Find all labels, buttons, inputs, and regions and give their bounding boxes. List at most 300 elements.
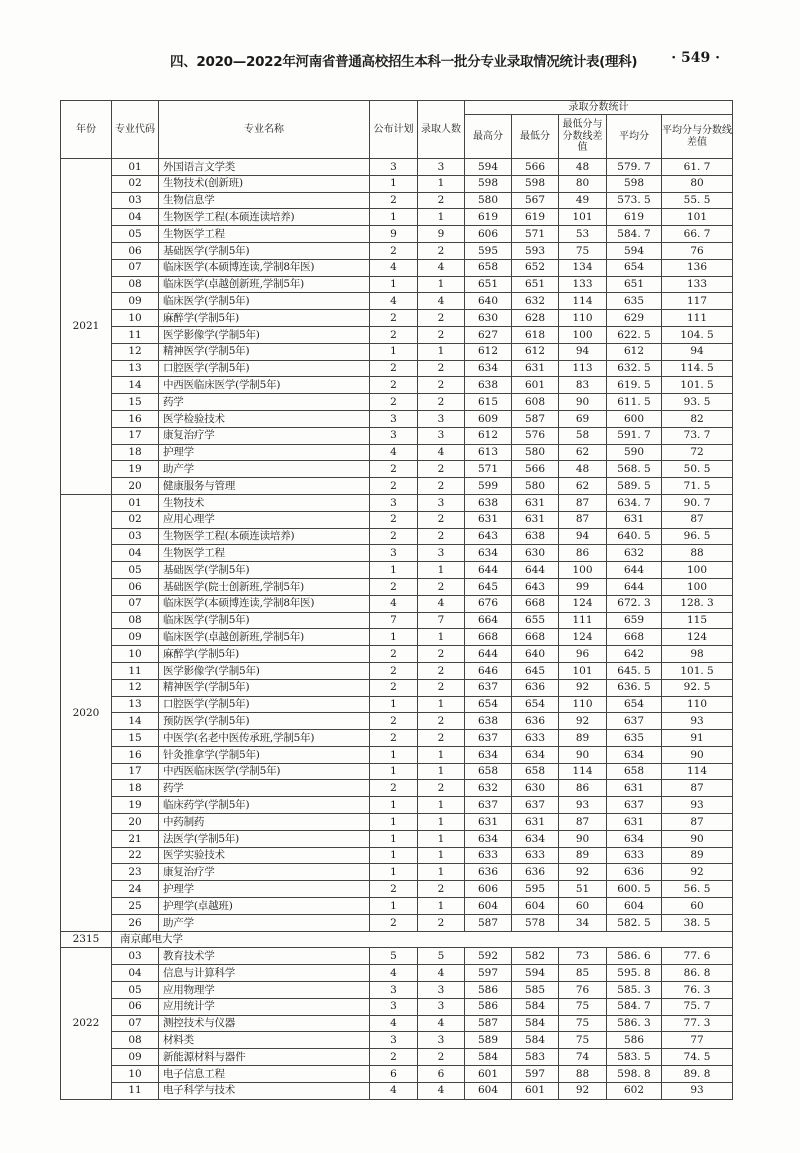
max-score: 604 (465, 898, 512, 915)
table-body (61, 159, 733, 1100)
plan-count: 2 (370, 780, 418, 797)
admitted-count: 1 (418, 562, 465, 579)
table-row (61, 545, 733, 562)
admitted-count: 3 (418, 545, 465, 562)
major-code: 03 (112, 528, 159, 545)
avg-diff: 93 (662, 713, 733, 730)
major-code: 11 (112, 1082, 159, 1099)
min-score: 631 (512, 360, 559, 377)
min-diff: 85 (559, 965, 607, 982)
avg-score: 591. 7 (607, 427, 662, 444)
admitted-count: 2 (418, 242, 465, 259)
min-score: 593 (512, 242, 559, 259)
plan-count: 1 (370, 696, 418, 713)
major-name: 生物信息学 (159, 192, 370, 209)
min-diff: 88 (559, 1066, 607, 1083)
min-diff: 86 (559, 780, 607, 797)
major-code: 12 (112, 343, 159, 360)
table-row (61, 394, 733, 411)
avg-diff: 133 (662, 276, 733, 293)
plan-count: 2 (370, 713, 418, 730)
avg-diff: 74. 5 (662, 1049, 733, 1066)
table-row (61, 478, 733, 495)
min-score: 637 (512, 797, 559, 814)
admitted-count: 2 (418, 310, 465, 327)
plan-count: 3 (370, 410, 418, 427)
avg-diff: 80 (662, 175, 733, 192)
table-row (61, 410, 733, 427)
min-score: 566 (512, 159, 559, 176)
major-name: 应用物理学 (159, 982, 370, 999)
major-code: 17 (112, 427, 159, 444)
admitted-count: 1 (418, 864, 465, 881)
major-name: 医学实验技术 (159, 847, 370, 864)
min-score: 595 (512, 881, 559, 898)
min-diff: 110 (559, 696, 607, 713)
min-score: 645 (512, 662, 559, 679)
max-score: 594 (465, 159, 512, 176)
avg-diff: 90 (662, 746, 733, 763)
max-score: 598 (465, 175, 512, 192)
avg-score: 634 (607, 746, 662, 763)
max-score: 592 (465, 948, 512, 965)
max-score: 644 (465, 646, 512, 663)
plan-count: 2 (370, 646, 418, 663)
max-score: 633 (465, 847, 512, 864)
min-diff: 74 (559, 1049, 607, 1066)
admitted-count: 2 (418, 881, 465, 898)
major-code: 09 (112, 293, 159, 310)
plan-count: 3 (370, 427, 418, 444)
admitted-count: 1 (418, 830, 465, 847)
plan-count: 1 (370, 209, 418, 226)
admitted-count: 1 (418, 746, 465, 763)
plan-count: 2 (370, 478, 418, 495)
major-name: 医学检验技术 (159, 410, 370, 427)
plan-count: 1 (370, 343, 418, 360)
avg-score: 619 (607, 209, 662, 226)
major-code: 02 (112, 175, 159, 192)
min-diff: 62 (559, 478, 607, 495)
table-row (61, 595, 733, 612)
avg-diff: 89 (662, 847, 733, 864)
col-code: 专业代码 (112, 101, 159, 159)
avg-score: 583. 5 (607, 1049, 662, 1066)
avg-diff: 88 (662, 545, 733, 562)
plan-count: 1 (370, 797, 418, 814)
plan-count: 2 (370, 914, 418, 931)
col-min: 最低分 (512, 115, 559, 159)
plan-count: 4 (370, 293, 418, 310)
plan-count: 2 (370, 360, 418, 377)
admitted-count: 2 (418, 192, 465, 209)
admitted-count: 6 (418, 1066, 465, 1083)
avg-diff: 128. 3 (662, 595, 733, 612)
major-name: 药学 (159, 780, 370, 797)
admitted-count: 1 (418, 814, 465, 831)
table-row (61, 914, 733, 931)
plan-count: 1 (370, 746, 418, 763)
plan-count: 2 (370, 1049, 418, 1066)
avg-score: 629 (607, 310, 662, 327)
major-code: 14 (112, 377, 159, 394)
min-score: 580 (512, 444, 559, 461)
max-score: 637 (465, 797, 512, 814)
plan-count: 2 (370, 192, 418, 209)
avg-score: 595. 8 (607, 965, 662, 982)
admitted-count: 2 (418, 394, 465, 411)
max-score: 587 (465, 914, 512, 931)
min-score: 651 (512, 276, 559, 293)
max-score: 637 (465, 730, 512, 747)
max-score: 636 (465, 864, 512, 881)
table-row (61, 259, 733, 276)
school-code: 2315 (61, 931, 112, 948)
plan-count: 4 (370, 1015, 418, 1032)
min-diff: 89 (559, 730, 607, 747)
max-score: 676 (465, 595, 512, 612)
major-name: 麻醉学(学制5年) (159, 646, 370, 663)
avg-score: 640. 5 (607, 528, 662, 545)
avg-score: 635 (607, 730, 662, 747)
avg-score: 636. 5 (607, 679, 662, 696)
min-score: 634 (512, 746, 559, 763)
avg-diff: 124 (662, 629, 733, 646)
major-name: 生物医学工程 (159, 545, 370, 562)
table-row (61, 898, 733, 915)
plan-count: 2 (370, 461, 418, 478)
plan-count: 3 (370, 982, 418, 999)
plan-count: 3 (370, 494, 418, 511)
table-row (61, 562, 733, 579)
admitted-count: 1 (418, 847, 465, 864)
plan-count: 3 (370, 159, 418, 176)
avg-diff: 117 (662, 293, 733, 310)
major-code: 08 (112, 1032, 159, 1049)
plan-count: 5 (370, 948, 418, 965)
major-code: 02 (112, 511, 159, 528)
min-score: 612 (512, 343, 559, 360)
table-row (61, 444, 733, 461)
avg-score: 604 (607, 898, 662, 915)
major-code: 20 (112, 478, 159, 495)
table-row (61, 982, 733, 999)
major-code: 03 (112, 948, 159, 965)
table-row (61, 192, 733, 209)
col-plan: 公布计划 (370, 101, 418, 159)
min-score: 632 (512, 293, 559, 310)
col-avg: 平均分 (607, 115, 662, 159)
max-score: 604 (465, 1082, 512, 1099)
max-score: 632 (465, 780, 512, 797)
admitted-count: 2 (418, 662, 465, 679)
admitted-count: 4 (418, 259, 465, 276)
plan-count: 1 (370, 276, 418, 293)
plan-count: 1 (370, 814, 418, 831)
min-score: 597 (512, 1066, 559, 1083)
avg-score: 594 (607, 242, 662, 259)
table-row (61, 461, 733, 478)
min-score: 630 (512, 780, 559, 797)
avg-score: 568. 5 (607, 461, 662, 478)
min-diff: 90 (559, 394, 607, 411)
min-diff: 60 (559, 898, 607, 915)
admitted-count: 2 (418, 914, 465, 931)
table-row (61, 1032, 733, 1049)
avg-score: 586. 3 (607, 1015, 662, 1032)
min-score: 658 (512, 763, 559, 780)
major-code: 08 (112, 276, 159, 293)
major-code: 09 (112, 629, 159, 646)
table-row (61, 1082, 733, 1099)
admitted-count: 4 (418, 1015, 465, 1032)
avg-score: 659 (607, 612, 662, 629)
avg-score: 586 (607, 1032, 662, 1049)
avg-diff: 77. 3 (662, 1015, 733, 1032)
major-code: 08 (112, 612, 159, 629)
school-row (61, 931, 733, 948)
major-code: 01 (112, 494, 159, 511)
plan-count: 2 (370, 662, 418, 679)
major-code: 11 (112, 326, 159, 343)
major-code: 21 (112, 830, 159, 847)
table-row (61, 814, 733, 831)
major-name: 助产学 (159, 914, 370, 931)
major-code: 24 (112, 881, 159, 898)
min-diff: 53 (559, 226, 607, 243)
avg-diff: 89. 8 (662, 1066, 733, 1083)
major-code: 12 (112, 679, 159, 696)
max-score: 606 (465, 881, 512, 898)
avg-score: 622. 5 (607, 326, 662, 343)
table-header (61, 101, 733, 159)
min-diff: 101 (559, 209, 607, 226)
avg-diff: 38. 5 (662, 914, 733, 931)
major-code: 13 (112, 696, 159, 713)
admitted-count: 2 (418, 377, 465, 394)
min-diff: 51 (559, 881, 607, 898)
avg-score: 584. 7 (607, 226, 662, 243)
avg-diff: 56. 5 (662, 881, 733, 898)
max-score: 631 (465, 511, 512, 528)
plan-count: 4 (370, 444, 418, 461)
min-diff: 92 (559, 713, 607, 730)
avg-score: 600. 5 (607, 881, 662, 898)
max-score: 634 (465, 830, 512, 847)
avg-diff: 87 (662, 780, 733, 797)
avg-score: 631 (607, 780, 662, 797)
major-code: 07 (112, 595, 159, 612)
min-diff: 87 (559, 494, 607, 511)
max-score: 584 (465, 1049, 512, 1066)
avg-score: 654 (607, 259, 662, 276)
admitted-count: 1 (418, 343, 465, 360)
major-name: 康复治疗学 (159, 427, 370, 444)
max-score: 627 (465, 326, 512, 343)
min-score: 633 (512, 847, 559, 864)
min-score: 631 (512, 511, 559, 528)
major-name: 中药制药 (159, 814, 370, 831)
avg-diff: 91 (662, 730, 733, 747)
max-score: 631 (465, 814, 512, 831)
major-name: 医学影像学(学制5年) (159, 326, 370, 343)
major-name: 临床医学(学制5年) (159, 293, 370, 310)
avg-diff: 136 (662, 259, 733, 276)
plan-count: 1 (370, 864, 418, 881)
min-score: 576 (512, 427, 559, 444)
major-name: 口腔医学(学制5年) (159, 360, 370, 377)
avg-diff: 114 (662, 763, 733, 780)
col-stats-group: 录取分数统计 (465, 101, 733, 115)
min-diff: 90 (559, 746, 607, 763)
avg-diff: 96. 5 (662, 528, 733, 545)
min-diff: 93 (559, 797, 607, 814)
plan-count: 1 (370, 847, 418, 864)
max-score: 638 (465, 494, 512, 511)
major-code: 18 (112, 780, 159, 797)
avg-diff: 92. 5 (662, 679, 733, 696)
min-diff: 73 (559, 948, 607, 965)
avg-score: 634 (607, 830, 662, 847)
avg-score: 631 (607, 814, 662, 831)
avg-diff: 75. 7 (662, 998, 733, 1015)
min-diff: 80 (559, 175, 607, 192)
avg-score: 589. 5 (607, 478, 662, 495)
min-score: 578 (512, 914, 559, 931)
major-code: 10 (112, 310, 159, 327)
max-score: 601 (465, 1066, 512, 1083)
min-diff: 89 (559, 847, 607, 864)
admitted-count: 1 (418, 696, 465, 713)
max-score: 597 (465, 965, 512, 982)
max-score: 589 (465, 1032, 512, 1049)
max-score: 630 (465, 310, 512, 327)
table-row (61, 847, 733, 864)
avg-diff: 98 (662, 646, 733, 663)
major-name: 生物医学工程 (159, 226, 370, 243)
major-name: 应用统计学 (159, 998, 370, 1015)
min-score: 604 (512, 898, 559, 915)
admitted-count: 3 (418, 982, 465, 999)
plan-count: 1 (370, 763, 418, 780)
avg-diff: 114. 5 (662, 360, 733, 377)
plan-count: 3 (370, 545, 418, 562)
table-row (61, 713, 733, 730)
table-row (61, 1015, 733, 1032)
min-diff: 100 (559, 562, 607, 579)
major-code: 03 (112, 192, 159, 209)
admitted-count: 3 (418, 494, 465, 511)
avg-diff: 110 (662, 696, 733, 713)
plan-count: 1 (370, 629, 418, 646)
table-row (61, 780, 733, 797)
admitted-count: 2 (418, 679, 465, 696)
major-name: 药学 (159, 394, 370, 411)
max-score: 658 (465, 259, 512, 276)
avg-score: 598. 8 (607, 1066, 662, 1083)
max-score: 615 (465, 394, 512, 411)
admitted-count: 1 (418, 209, 465, 226)
plan-count: 3 (370, 1032, 418, 1049)
avg-diff: 61. 7 (662, 159, 733, 176)
table-row (61, 965, 733, 982)
table-row (61, 696, 733, 713)
major-name: 临床医学(本硕博连读,学制8年医) (159, 595, 370, 612)
min-score: 566 (512, 461, 559, 478)
col-min-diff: 最低分与分数线差值 (559, 115, 607, 159)
table-row (61, 746, 733, 763)
table-row (61, 293, 733, 310)
table-row (61, 226, 733, 243)
plan-count: 1 (370, 175, 418, 192)
plan-count: 3 (370, 998, 418, 1015)
major-name: 护理学(卓越班) (159, 898, 370, 915)
table-row (61, 797, 733, 814)
plan-count: 9 (370, 226, 418, 243)
admitted-count: 9 (418, 226, 465, 243)
min-diff: 48 (559, 159, 607, 176)
admitted-count: 2 (418, 360, 465, 377)
min-diff: 94 (559, 528, 607, 545)
avg-score: 636 (607, 864, 662, 881)
major-name: 生物技术 (159, 494, 370, 511)
major-name: 临床药学(学制5年) (159, 797, 370, 814)
avg-score: 634. 7 (607, 494, 662, 511)
table-row (61, 175, 733, 192)
avg-score: 633 (607, 847, 662, 864)
avg-diff: 93 (662, 797, 733, 814)
table-row (61, 881, 733, 898)
table-row (61, 427, 733, 444)
admitted-count: 2 (418, 1049, 465, 1066)
avg-score: 602 (607, 1082, 662, 1099)
min-diff: 124 (559, 629, 607, 646)
min-score: 583 (512, 1049, 559, 1066)
min-diff: 86 (559, 545, 607, 562)
table-row (61, 326, 733, 343)
major-name: 精神医学(学制5年) (159, 343, 370, 360)
admitted-count: 1 (418, 629, 465, 646)
max-score: 595 (465, 242, 512, 259)
page-title: 四、2020—2022年河南省普通高校招生本科一批分专业录取情况统计表(理科) (170, 54, 638, 70)
table-row (61, 1049, 733, 1066)
avg-diff: 111 (662, 310, 733, 327)
major-code: 26 (112, 914, 159, 931)
min-score: 619 (512, 209, 559, 226)
major-code: 09 (112, 1049, 159, 1066)
avg-diff: 76. 3 (662, 982, 733, 999)
major-code: 10 (112, 646, 159, 663)
table-row (61, 377, 733, 394)
min-diff: 92 (559, 864, 607, 881)
table-row (61, 612, 733, 629)
plan-count: 2 (370, 242, 418, 259)
major-name: 临床医学(卓越创新班,学制5年) (159, 276, 370, 293)
major-name: 临床医学(卓越创新班,学制5年) (159, 629, 370, 646)
admitted-count: 2 (418, 780, 465, 797)
major-name: 生物医学工程(本硕连读培养) (159, 209, 370, 226)
min-score: 630 (512, 545, 559, 562)
min-diff: 133 (559, 276, 607, 293)
min-score: 628 (512, 310, 559, 327)
major-name: 基础医学(学制5年) (159, 242, 370, 259)
min-diff: 114 (559, 763, 607, 780)
plan-count: 6 (370, 1066, 418, 1083)
major-code: 01 (112, 159, 159, 176)
min-score: 636 (512, 679, 559, 696)
plan-count: 1 (370, 830, 418, 847)
min-diff: 34 (559, 914, 607, 931)
